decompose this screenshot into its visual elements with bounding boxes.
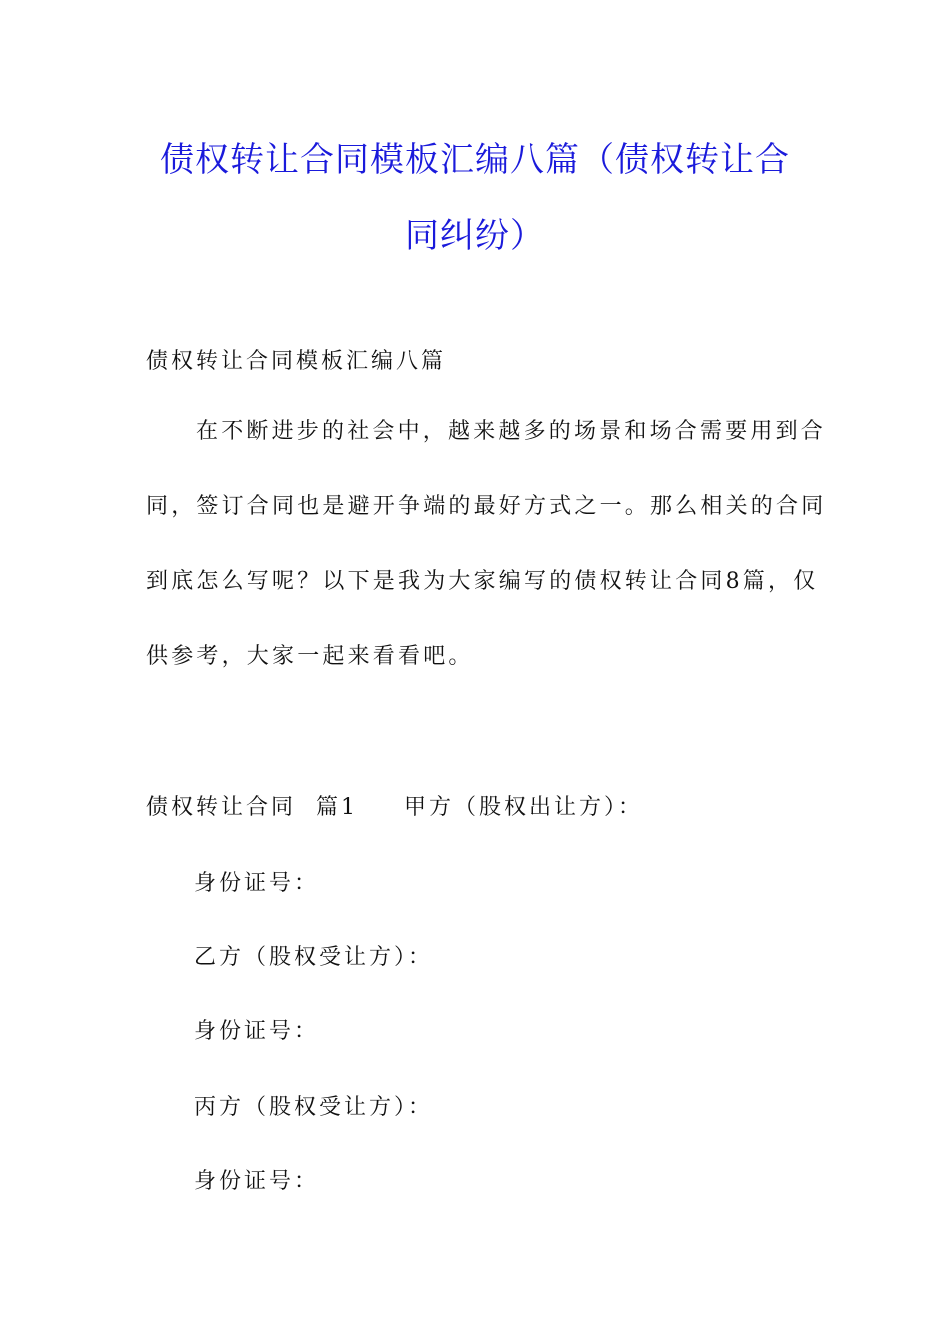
title-line-2: 同纠纷） [405, 216, 545, 256]
party-b-label: 乙方（股权受让方）： [194, 945, 434, 970]
title-line-1: 债权转让合同模板汇编八篇（债权转让合 [160, 140, 790, 180]
id-number-field: 身份证号： [194, 1169, 320, 1194]
intro-line: 到底怎么写呢？以下是我为大家编写的债权转让合同8篇，仅 [146, 569, 819, 594]
document-subtitle: 债权转让合同模板汇编八篇 [146, 349, 447, 374]
section-label: 债权转让合同 篇1 [146, 795, 358, 820]
id-number-field: 身份证号： [194, 871, 320, 896]
party-c-label: 丙方（股权受让方）： [194, 1095, 434, 1120]
intro-line: 同，签订合同也是避开争端的最好方式之一。那么相关的合同 [146, 494, 827, 519]
document-title [120, 122, 830, 274]
intro-line: 供参考，大家一起来看看吧。 [146, 644, 474, 669]
id-number-field: 身份证号： [194, 1019, 320, 1044]
intro-paragraph [146, 414, 827, 714]
intro-line: 在不断进步的社会中，越来越多的场景和场合需要用到合 [196, 419, 827, 444]
party-a-label: 甲方（股权出让方）： [403, 795, 643, 820]
section-heading [146, 790, 643, 821]
